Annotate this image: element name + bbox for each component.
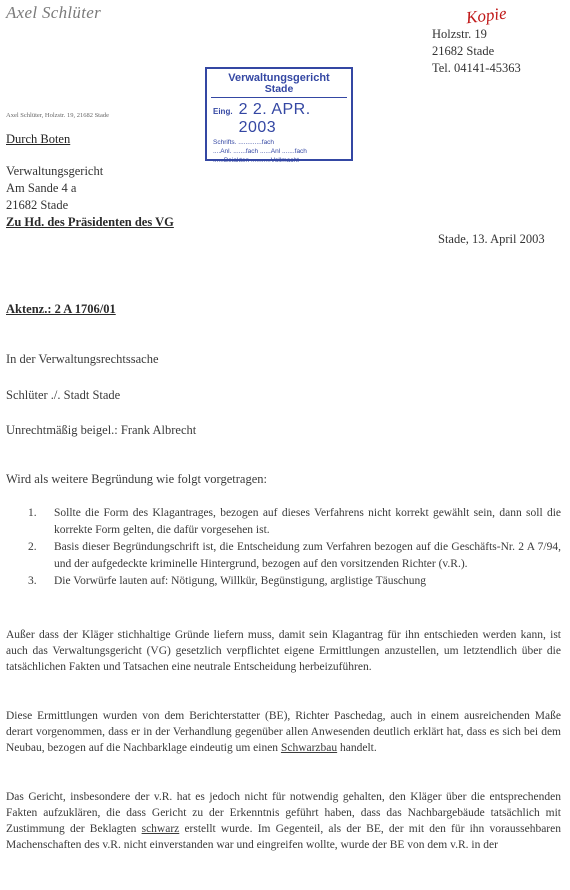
stamp-court: Verwaltungsgericht — [228, 72, 330, 84]
list-number: 3. — [28, 575, 37, 587]
list-item — [6, 539, 561, 573]
sender-city: 21682 Stade — [432, 44, 495, 58]
stamp-row-schrifts: Schrifts. .............fach — [213, 139, 275, 146]
recipient-line-3: 21682 Stade — [6, 198, 69, 212]
paragraph-1: Außer dass der Kläger stichhaltige Gründe liefern muss, damit sein Klagantrag für ihn entschieden werden kann, ist auch das Verwaltungsgericht (VG) gesetzlich verpflichtet eigene Ermittlungen anzustellen, um letztendlich über die tatsächlichen Fakten und Tatsachen eine neutrale Entscheidung herbeizuführen. — [6, 629, 561, 673]
intro-line: Wird als weitere Begründung wie folgt vorgetragen: — [6, 472, 267, 486]
list-text: Basis dieser Begründungschrift ist, die Entscheidung zum Verfahren bezogen auf die Geschäfts-Nr. 2 A 7/94, und der aufgedeckte kriminelle Hintergrund, bezogen auf den vorsitzenden Richter (v.R.). — [54, 541, 561, 570]
stamp-eing-label: Eing. — [213, 107, 233, 116]
list-item — [6, 505, 561, 539]
paragraph-3-underlined: schwarz — [141, 823, 180, 835]
case-parties: Schlüter ./. Stadt Stade — [6, 388, 121, 402]
beigeladener: Unrechtmäßig beigel.: Frank Albrecht — [6, 423, 197, 437]
list-text: Die Vorwürfe lauten auf: Nötigung, Willkür, Begünstigung, arglistige Täuschung — [54, 575, 427, 587]
paragraph-2-end: handelt. — [337, 742, 377, 754]
sender-name: Axel Schlüter — [6, 3, 102, 22]
list-text: Sollte die Form des Klagantrages, bezogen auf dieses Verfahrens nicht korrekt gewählt sein, dann soll die korrekte Form gelten, die dafür vorgesehen ist. — [54, 507, 561, 536]
recipient-line-4: Zu Hd. des Präsidenten des VG — [6, 215, 174, 229]
received-stamp — [205, 67, 353, 164]
paragraph-3-end: erstellt wurde. Im Gegenteil, als der BE, der mit den für ihn voraussehbaren Machenschaften des v.R. nicht einverstanden war und eingreifen wollte, wurde der BE von dem v.R. in der — [6, 823, 561, 851]
kopie-annotation: Kopie — [464, 3, 508, 28]
letter-date: Stade, 13. April 2003 — [438, 232, 545, 246]
paragraph-3-text: Das Gericht, insbesondere der v.R. hat es jedoch nicht für notwendig gehalten, den Kläger über die entsprechenden Fakten aufzuklären, die dass Gericht zu der Erkenntnis geführt haben, dass das Nachbargebäude tatsächlich mit Zustimmung der Beklagten — [6, 791, 561, 835]
stamp-city: Stade — [264, 83, 294, 95]
recipient-line-2: Am Sande 4 a — [6, 181, 77, 195]
case-intro: In der Verwaltungsrechtssache — [6, 352, 159, 366]
numbered-list — [6, 505, 561, 590]
paragraph-2 — [6, 708, 561, 756]
return-address: Axel Schlüter, Holzstr. 19, 21682 Stade — [6, 112, 110, 119]
stamp-row-anl: ....Anl. .......fach ......Anl .......fach — [213, 148, 307, 155]
list-number: 1. — [28, 507, 37, 519]
delivery-method: Durch Boten — [6, 132, 71, 146]
stamp-date: 2 2. APR. 2003 — [238, 101, 311, 136]
stamp-row-beiakten: ......Beiakten ...........Vollmacht — [213, 157, 299, 164]
paragraph-3 — [6, 789, 561, 853]
list-number: 2. — [28, 541, 37, 553]
stamp-date-row — [207, 98, 351, 138]
recipient-line-1: Verwaltungsgericht — [6, 164, 104, 178]
sender-phone: Tel. 04141-45363 — [432, 61, 521, 75]
list-item — [6, 573, 561, 590]
sender-street: Holzstr. 19 — [432, 27, 487, 41]
paragraph-2-text: Diese Ermittlungen wurden von dem Berichterstatter (BE), Richter Paschedag, auch in einem ausreichenden Maße derart vorgenommen, dass er in der Verhandlung gegenüber allen Anwesenden deutlich erklärt hat, dass es sich bei dem Neubau, bezogen auf die Nachbarklage eindeutig um einen — [6, 710, 561, 754]
paragraph-2-underlined: Schwarzbau — [280, 742, 338, 754]
aktenzeichen: Aktenz.: 2 A 1706/01 — [6, 302, 116, 316]
